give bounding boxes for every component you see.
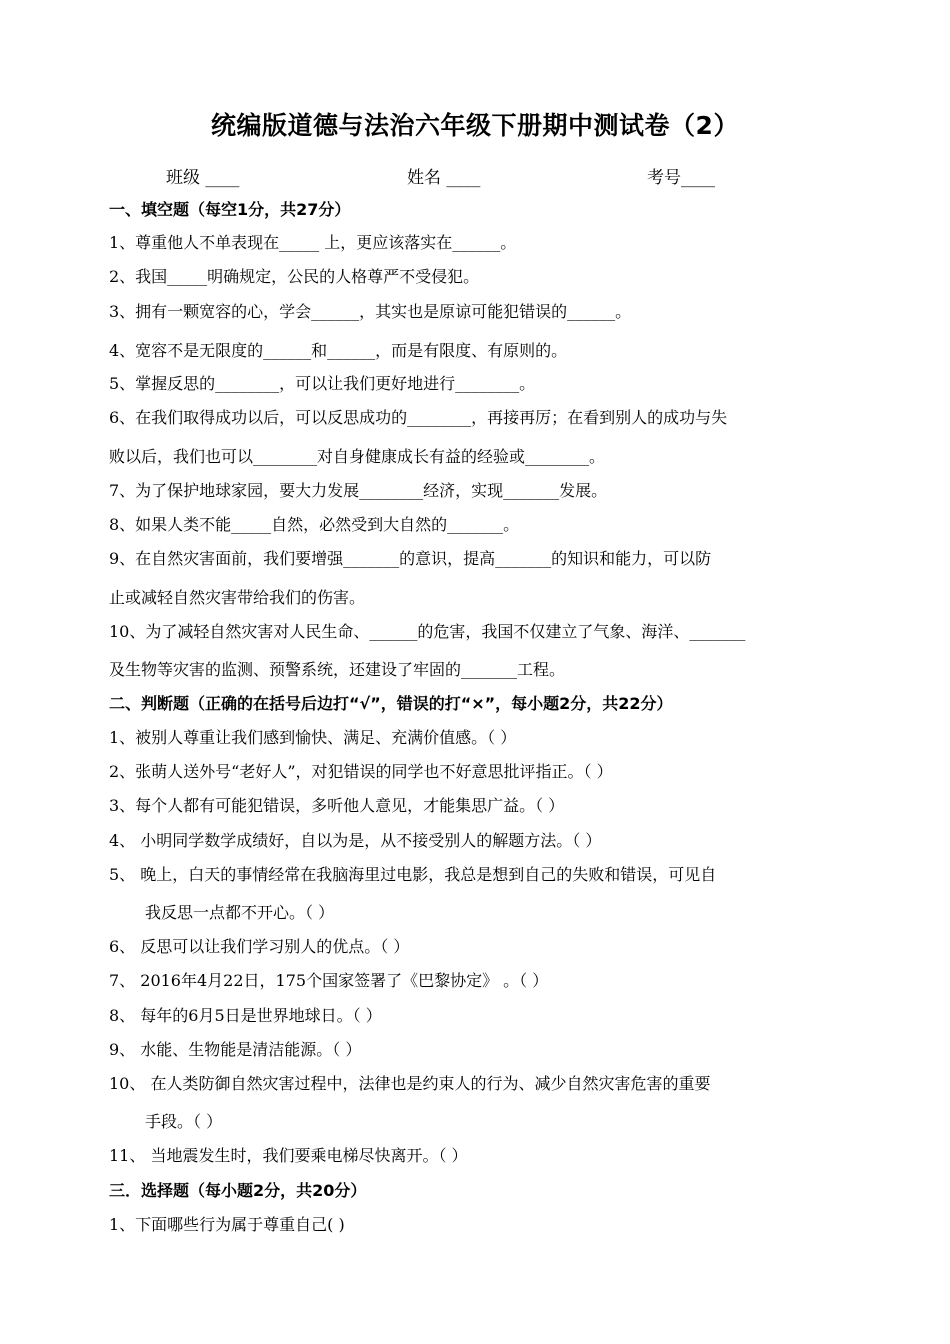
exam-title: 统编版道德与法治六年级下册期中测试卷（2） xyxy=(211,111,739,140)
number-field: 考号____ xyxy=(647,168,715,188)
section1-line: 2、我国_____明确规定，公民的人格尊严不受侵犯。 xyxy=(109,267,480,286)
section2-line: 8、 每年的6月5日是世界地球日。（ ） xyxy=(109,1006,382,1025)
section2-line: 10、 在人类防御自然灾害过程中，法律也是约束人的行为、减少自然灾害危害的重要 xyxy=(109,1074,711,1093)
section1-line: 4、宽容不是无限度的______和______，而是有限度、有原则的。 xyxy=(109,341,568,360)
section2-line: 2、张萌人送外号“老好人”，对犯错误的同学也不好意思批评指正。（ ） xyxy=(109,762,613,781)
section2-line: 9、 水能、生物能是清洁能源。（ ） xyxy=(109,1040,362,1059)
section2-line: 11、 当地震发生时，我们要乘电梯尽快离开。（ ） xyxy=(109,1146,468,1165)
section1-line: 败以后，我们也可以________对自身健康成长有益的经验或________。 xyxy=(109,447,606,466)
section1-line: 1、尊重他人不单表现在_____ 上，更应该落实在______。 xyxy=(109,233,517,252)
section1-line: 6、在我们取得成功以后，可以反思成功的________，再接再厉；在看到别人的成功与失 xyxy=(109,408,728,427)
section1-line: 止或减轻自然灾害带给我们的伤害。 xyxy=(109,588,366,607)
section2-line: 7、 2016年4月22日，175个国家签署了《巴黎协定》 。（ ） xyxy=(109,971,549,990)
name-field: 姓名 ____ xyxy=(407,168,481,188)
section2-line: 1、被别人尊重让我们感到愉快、满足、充满价值感。（ ） xyxy=(109,728,517,747)
section2-line: 3、每个人都有可能犯错误，多听他人意见，才能集思广益。（ ） xyxy=(109,796,565,815)
section1-line: 10、为了减轻自然灾害对人民生命、______的危害，我国不仅建立了气象、海洋、_______ xyxy=(109,622,746,641)
section2-line: 5、 晚上，白天的事情经常在我脑海里过电影，我总是想到自己的失败和错误，可见自 xyxy=(109,865,717,884)
section2-line: 6、 反思可以让我们学习别人的优点。（ ） xyxy=(109,937,410,956)
class-field: 班级 ____ xyxy=(166,168,240,188)
section1-line: 7、为了保护地球家园，要大力发展________经济，实现_______发展。 xyxy=(109,481,608,500)
section1-line: 9、在自然灾害面前，我们要增强_______的意识，提高_______的知识和能力，可以防 xyxy=(109,549,712,568)
section3-line: 1、下面哪些行为属于尊重自己( ) xyxy=(109,1215,345,1234)
section1-line: 3、拥有一颗宽容的心，学会______，其实也是原谅可能犯错误的______。 xyxy=(109,302,632,321)
section1-heading: 一、填空题（每空1分，共27分） xyxy=(109,200,351,219)
section1-line: 及生物等灾害的监测、预警系统，还建设了牢固的_______工程。 xyxy=(109,660,566,679)
section1-line: 5、掌握反思的________，可以让我们更好地进行________。 xyxy=(109,374,536,393)
section2-line: 手段。（ ） xyxy=(145,1112,223,1131)
section2-line: 我反思一点都不开心。（ ） xyxy=(145,903,335,922)
section3-heading: 三．选择题（每小题2分，共20分） xyxy=(109,1181,367,1200)
section2-heading: 二、判断题（正确的在括号后边打“√”，错误的打“×”，每小题2分，共22分） xyxy=(109,694,673,713)
section2-line: 4、 小明同学数学成绩好，自以为是，从不接受别人的解题方法。（ ） xyxy=(109,831,602,850)
section1-line: 8、如果人类不能_____自然，必然受到大自然的_______。 xyxy=(109,515,520,534)
